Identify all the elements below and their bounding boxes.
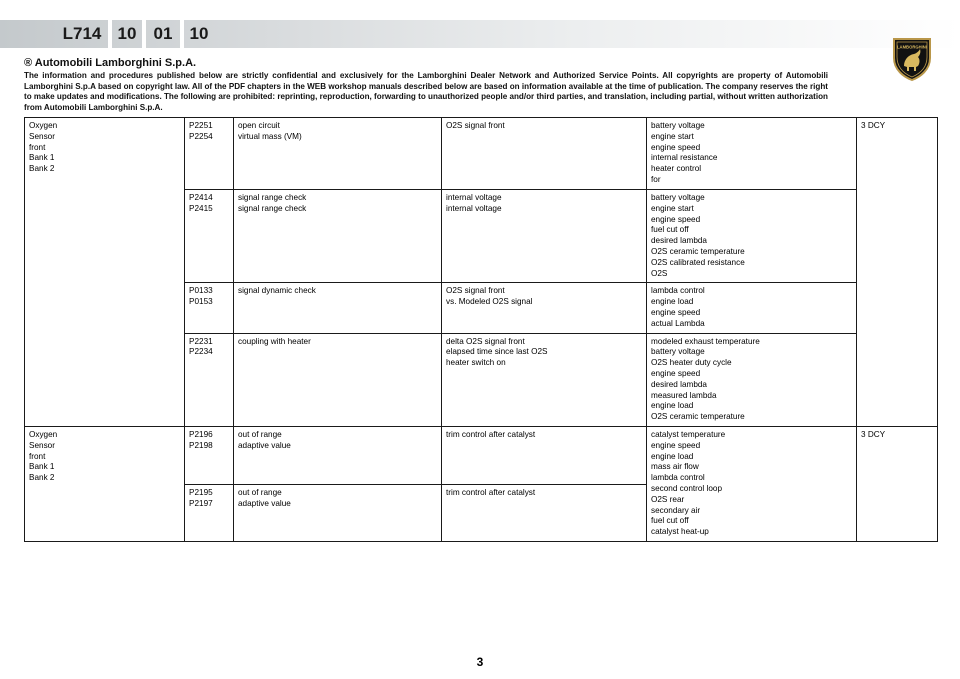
- signal-cell: internal voltage internal voltage: [442, 190, 647, 283]
- conditions-cell: battery voltage engine start engine speed internal resistance heater control for: [647, 118, 857, 190]
- fault-code-cell: P0133 P0153: [185, 283, 234, 333]
- fault-code-cell: P2195 P2197: [185, 485, 234, 541]
- check-cell: signal dynamic check: [234, 283, 442, 333]
- conditions-cell: lambda control engine load engine speed actual Lambda: [647, 283, 857, 333]
- table-row: [25, 426, 938, 484]
- fault-code-cell: P2414 P2415: [185, 190, 234, 283]
- doc-code-section: 01: [153, 24, 173, 43]
- fault-code-cell: P2251 P2254: [185, 118, 234, 190]
- check-cell: signal range check signal range check: [234, 190, 442, 283]
- check-cell: coupling with heater: [234, 333, 442, 426]
- check-cell: open circuit virtual mass (VM): [234, 118, 442, 190]
- signal-cell: trim control after catalyst: [442, 485, 647, 541]
- doc-code-model: L714: [62, 24, 102, 43]
- conditions-cell: catalyst temperature engine speed engine load mass air flow lambda control second control loop O2S rear secondary air fuel cut off catalyst heat-up: [647, 426, 857, 541]
- conditions-cell: battery voltage engine start engine speed fuel cut off desired lambda O2S ceramic temperature O2S calibrated resistance O2S: [647, 190, 857, 283]
- diagnostic-table: [24, 117, 938, 542]
- signal-cell: O2S signal front: [442, 118, 647, 190]
- copyright-text: The information and procedures published below are strictly confidential and exclusively for the Lamborghini Dealer Network and Authorized Service Points. All copyrights are property of Automobili Lamborghini S.p.A based on copyright law. All of the PDF chapters in the WEB workshop manuals described below are based on information available at the time of publication. The company reserves the right to make updates and modifications. The following are prohibited: reprinting, reproduction, forwarding to unauthorized people and/or third parties, and translation, including partial, without written authorization from Automobili Lamborghini S.p.A.: [24, 71, 828, 112]
- doc-code-page: 10: [189, 24, 209, 43]
- logo-wordmark: LAMBORGHINI: [896, 44, 928, 50]
- doc-code-group: 10: [117, 24, 137, 43]
- signal-cell: O2S signal front vs. Modeled O2S signal: [442, 283, 647, 333]
- signal-cell: delta O2S signal front elapsed time since last O2S heater switch on: [442, 333, 647, 426]
- mil-cell: 3 DCY: [857, 426, 938, 541]
- table-row: [25, 118, 938, 190]
- copyright-title: ® Automobili Lamborghini S.p.A.: [24, 57, 197, 69]
- lamborghini-logo-icon: [890, 36, 934, 82]
- copyright-notice: [24, 57, 828, 113]
- fault-code-cell: P2196 P2198: [185, 426, 234, 484]
- check-cell: out of range adaptive value: [234, 426, 442, 484]
- check-cell: out of range adaptive value: [234, 485, 442, 541]
- signal-cell: trim control after catalyst: [442, 426, 647, 484]
- component-cell: Oxygen Sensor front Bank 1 Bank 2: [25, 118, 185, 427]
- component-cell: Oxygen Sensor front Bank 1 Bank 2: [25, 426, 185, 541]
- page-number: 3: [476, 655, 484, 669]
- mil-cell: 3 DCY: [857, 118, 938, 427]
- fault-code-cell: P2231 P2234: [185, 333, 234, 426]
- conditions-cell: modeled exhaust temperature battery voltage O2S heater duty cycle engine speed desired lambda measured lambda engine load O2S ceramic temperature: [647, 333, 857, 426]
